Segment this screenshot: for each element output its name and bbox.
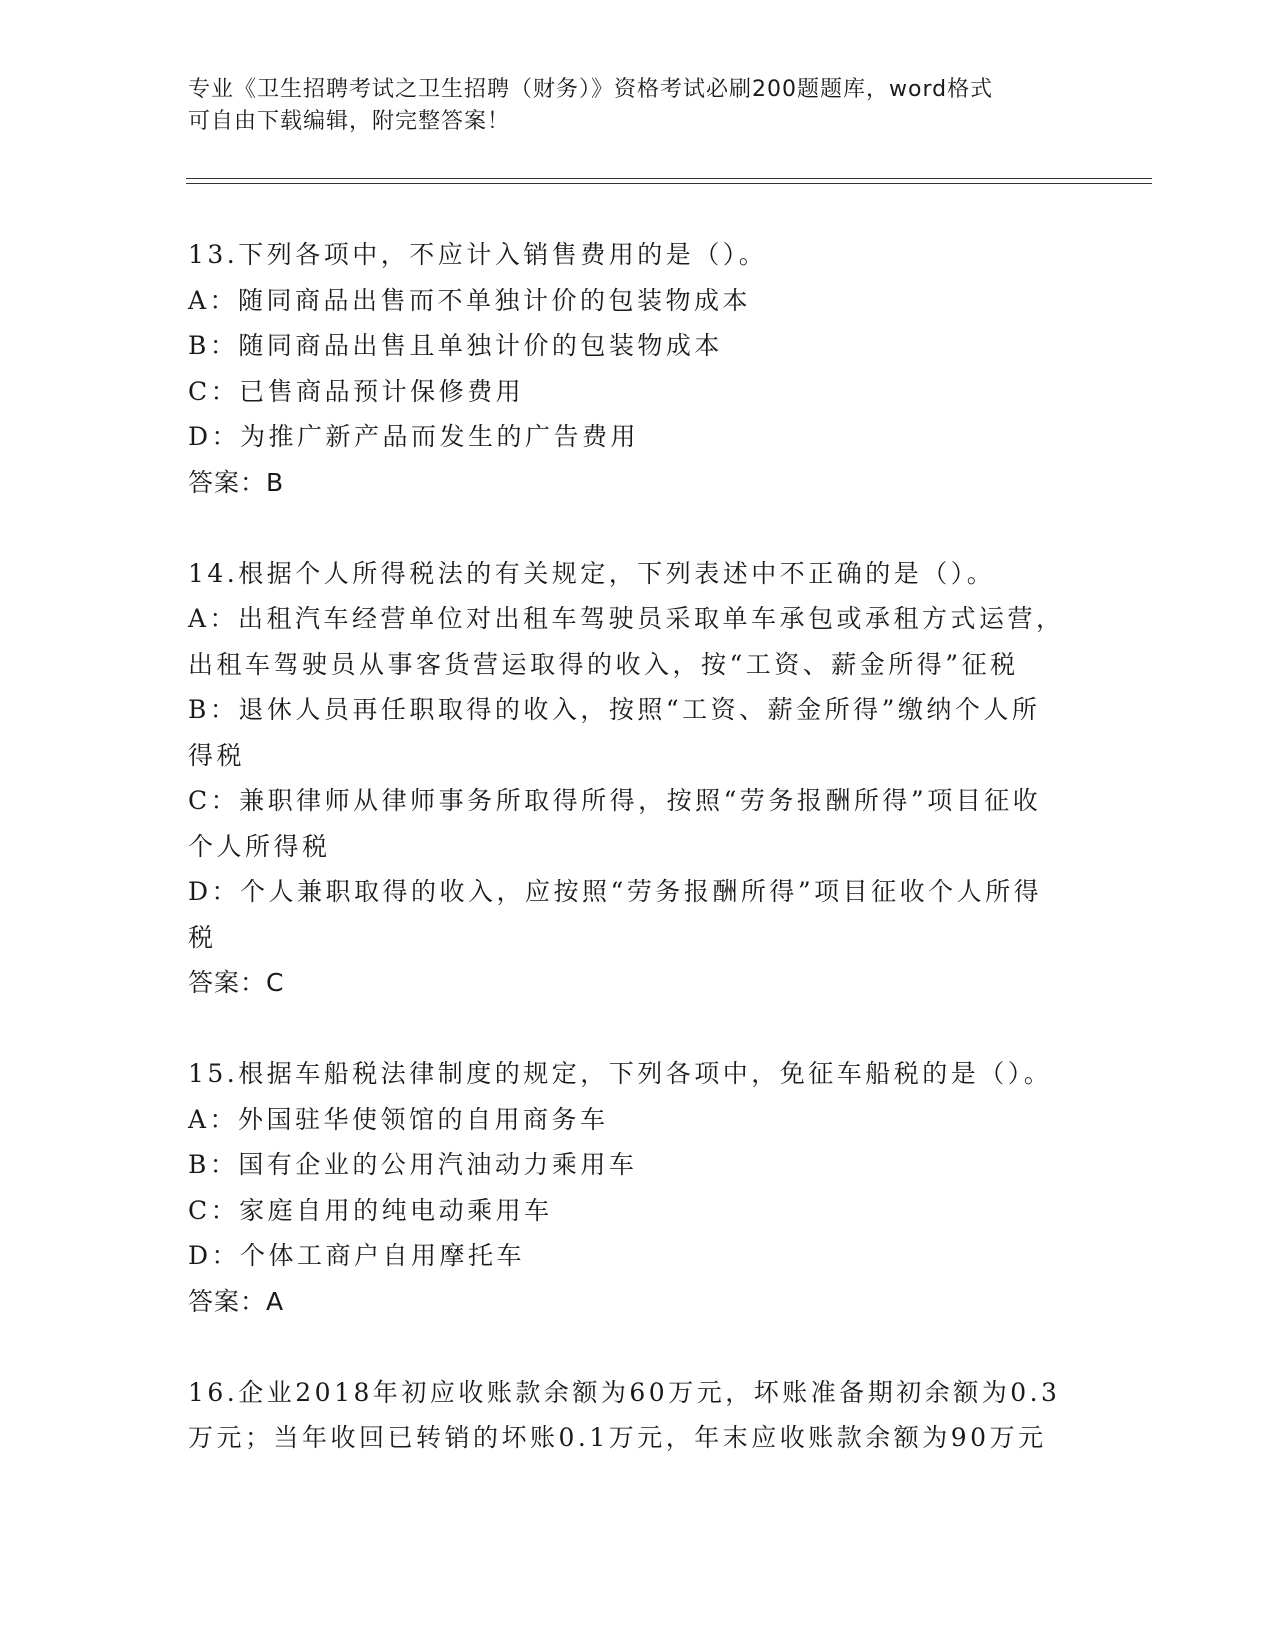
question-stem: 15.根据车船税法律制度的规定，下列各项中，免征车船税的是（）。 [188, 1059, 1053, 1088]
question-stem: 14.根据个人所得税法的有关规定，下列表述中不正确的是（）。 [188, 558, 996, 588]
option-b: B：国有企业的公用汽油动力乘用车 [188, 1150, 638, 1179]
option-c: C：家庭自用的纯电动乘用车 [188, 1195, 553, 1225]
header-line-1: 专业《卫生招聘考试之卫生招聘（财务）》资格考试必刷200题题库，word格式 [188, 77, 994, 102]
header-divider-bottom [186, 183, 1152, 184]
question-list [188, 232, 1088, 1461]
option-b: B：退休人员再任职取得的收入，按照“工资、薪金所得”缴纳个人所 [188, 695, 1041, 724]
question-stem-continued: 万元；当年收回已转销的坏账0.1万元，年末应收账款余额为90万元 [188, 1423, 1047, 1452]
option-c-continued: 个人所得税 [188, 831, 331, 861]
option-d: D：个体工商户自用摩托车 [188, 1241, 526, 1270]
question-stem: 13.下列各项中，不应计入销售费用的是（）。 [188, 240, 768, 269]
option-a: A：外国驻华使领馆的自用商务车 [188, 1104, 609, 1134]
document-header [188, 74, 1068, 138]
question-spacer [188, 1006, 1088, 1052]
option-b: B：随同商品出售且单独计价的包装物成本 [188, 331, 723, 360]
question-spacer [188, 505, 1088, 551]
option-d: D：为推广新产品而发生的广告费用 [188, 422, 640, 451]
header-divider-top [186, 178, 1152, 179]
header-line-2: 可自由下载编辑，附完整答案！ [188, 109, 511, 134]
option-a-continued: 出租车驾驶员从事客货营运取得的收入，按“工资、薪金所得”征税 [188, 649, 1019, 679]
question-stem: 16.企业2018年初应收账款余额为60万元，坏账准备期初余额为0.3 [188, 1377, 1061, 1407]
question-spacer [188, 1324, 1088, 1370]
question-16 [188, 1370, 1088, 1461]
answer: 答案：C [188, 968, 285, 997]
question-15 [188, 1051, 1088, 1324]
option-d-continued: 税 [188, 922, 217, 952]
option-c: C：兼职律师从律师事务所取得所得，按照“劳务报酬所得”项目征收 [188, 786, 1042, 815]
question-13 [188, 232, 1088, 505]
answer: 答案：A [188, 1286, 285, 1316]
option-a: A：出租汽车经营单位对出租车驾驶员采取单车承包或承租方式运营， [188, 604, 1065, 633]
question-14 [188, 551, 1088, 1006]
option-c: C：已售商品预计保修费用 [188, 376, 525, 406]
option-d: D：个人兼职取得的收入，应按照“劳务报酬所得”项目征收个人所得 [188, 877, 1043, 906]
answer: 答案：B [188, 467, 285, 497]
option-b-continued: 得税 [188, 740, 246, 770]
option-a: A：随同商品出售而不单独计价的包装物成本 [188, 285, 752, 315]
